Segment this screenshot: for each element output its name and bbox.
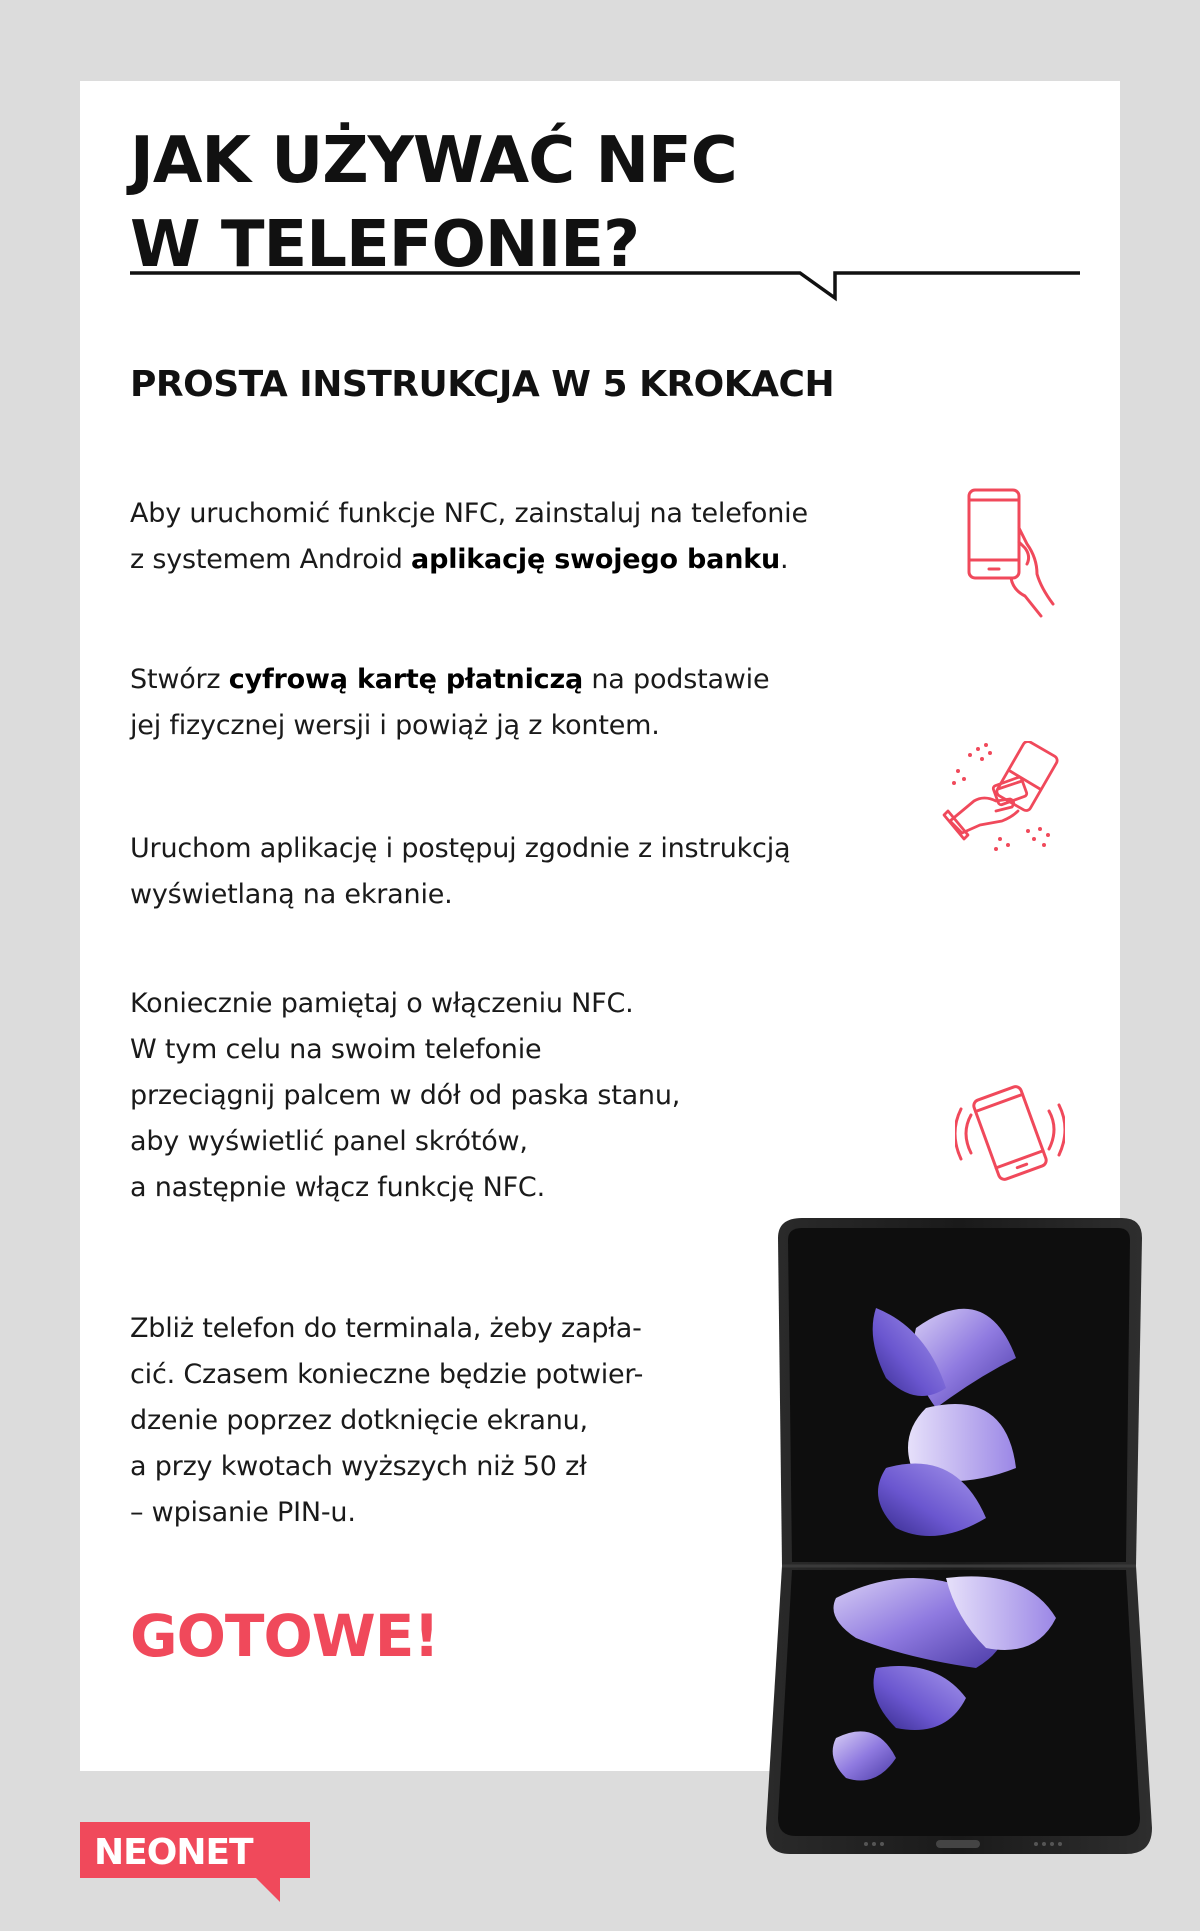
subtitle: PROSTA INSTRUKCJA W 5 KROKACH: [130, 364, 835, 405]
title-line-1: JAK UŻYWAĆ NFC: [130, 124, 737, 198]
step-2-text: Stwórz: [130, 664, 229, 695]
step-5-line-2: cić. Czasem konieczne będzie potwier-: [130, 1359, 644, 1390]
step-3: [130, 826, 890, 918]
step-4-line-1: Koniecznie pamiętaj o włączeniu NFC.: [130, 988, 634, 1019]
step-3-line-2: wyświetlaną na ekranie.: [130, 879, 453, 910]
step-1-line-2: [130, 537, 890, 583]
step-4-line-4: aby wyświetlić panel skrótów,: [130, 1126, 528, 1157]
step-1: [130, 491, 890, 583]
card-tap-phone-icon: [940, 741, 1065, 856]
step-1-period: .: [780, 544, 789, 575]
svg-text:NEONET: NEONET: [94, 1832, 253, 1873]
speech-bubble-divider: [130, 271, 1080, 331]
step-5-line-4: a przy kwotach wyższych niż 50 zł: [130, 1451, 587, 1482]
step-4-line-5: a następnie włącz funkcję NFC.: [130, 1172, 545, 1203]
step-1-line-1: Aby uruchomić funkcje NFC, zainstaluj na telefonie: [130, 498, 808, 529]
phone-in-hand-icon: [965, 486, 1055, 621]
step-2-line-2: jej fizycznej wersji i powiąż ją z kontem.: [130, 710, 660, 741]
step-1-text: z systemem Android: [130, 544, 412, 575]
phone-vibrate-icon: [955, 1081, 1065, 1186]
step-4: [130, 981, 890, 1211]
step-2: [130, 657, 890, 749]
page-title: [130, 119, 737, 287]
step-1-highlight: aplikację swojego banku: [411, 544, 781, 575]
neonet-logo: [80, 1822, 310, 1902]
step-4-line-3: przeciągnij palcem w dół od paska stanu,: [130, 1080, 681, 1111]
step-3-line-1: Uruchom aplikację i postępuj zgodnie z instrukcją: [130, 833, 791, 864]
step-2-highlight: cyfrową kartę płatniczą: [228, 664, 583, 695]
step-5-line-5: – wpisanie PIN-u.: [130, 1497, 356, 1528]
step-2-line-1: [130, 657, 890, 703]
step-2-text-end: na podstawie: [582, 664, 770, 695]
step-4-line-2: W tym celu na swoim telefonie: [130, 1034, 542, 1065]
step-5-line-3: dzenie poprzez dotknięcie ekranu,: [130, 1405, 588, 1436]
done-heading: GOTOWE!: [130, 1602, 439, 1670]
step-5-line-1: Zbliż telefon do terminala, żeby zapła-: [130, 1313, 642, 1344]
title-line-2: W TELEFONIE?: [130, 208, 640, 282]
foldable-phone-image: [766, 1218, 1152, 1858]
step-5: [130, 1306, 730, 1536]
